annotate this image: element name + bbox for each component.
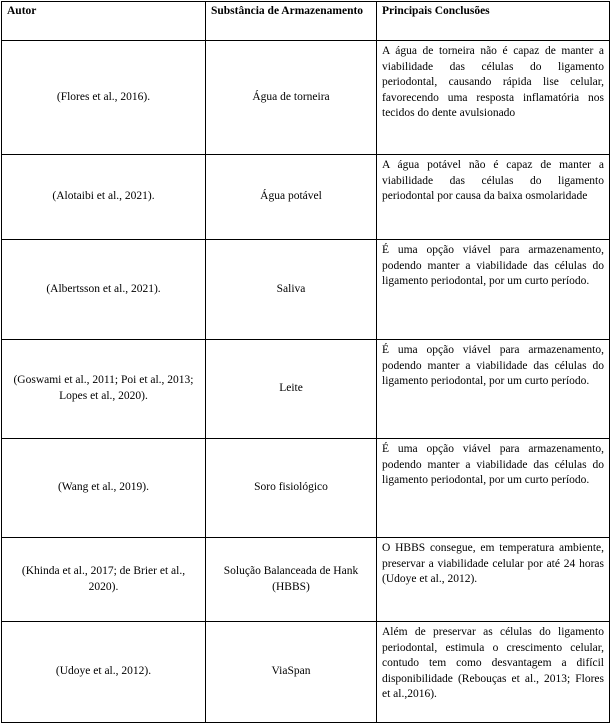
cell-conclusao: Além de preservar as células do ligamento periodontal, estimula o crescimento celular, contudo tem como desvantagem a difícil disponibilidade (Rebouças et al., 2013; Flores et al.,2016).: [377, 622, 610, 723]
table-row: [2, 155, 610, 240]
table-row: [2, 538, 610, 622]
cell-autor: (Udoye et al., 2012).: [2, 622, 206, 723]
cell-autor: (Albertsson et al., 2021).: [2, 240, 206, 340]
cell-autor: (Alotaibi et al., 2021).: [2, 155, 206, 240]
table-row: [2, 240, 610, 340]
cell-substancia: ViaSpan: [206, 622, 377, 723]
table-row: [2, 41, 610, 155]
cell-substancia: Soro fisiológico: [206, 439, 377, 538]
header-autor: Autor: [2, 2, 206, 41]
table-row: [2, 340, 610, 439]
cell-autor: (Khinda et al., 2017; de Brier et al., 2020).: [2, 538, 206, 622]
cell-substancia: Solução Balanceada de Hank (HBBS): [206, 538, 377, 622]
cell-autor: (Wang et al., 2019).: [2, 439, 206, 538]
cell-conclusao: O HBBS consegue, em temperatura ambiente, preservar a viabilidade celular por até 24 horas (Udoye et al., 2012).: [377, 538, 610, 622]
cell-autor: (Goswami et al., 2011; Poi et al., 2013; Lopes et al., 2020).: [2, 340, 206, 439]
cell-substancia: Água potável: [206, 155, 377, 240]
table-row: [2, 622, 610, 723]
cell-conclusao: É uma opção viável para armazenamento, podendo manter a viabilidade das células do ligamento periodontal, por um curto período.: [377, 439, 610, 538]
cell-conclusao: É uma opção viável para armazenamento, podendo manter a viabilidade das células do ligamento periodontal, por um curto período.: [377, 340, 610, 439]
table-row: [2, 439, 610, 538]
cell-conclusao: É uma opção viável para armazenamento, podendo manter a viabilidade das células do ligamento periodontal, por um curto período.: [377, 240, 610, 340]
header-conclusoes: Principais Conclusões: [377, 2, 610, 41]
cell-conclusao: A água potável não é capaz de manter a viabilidade das células do ligamento periodontal por causa da baixa osmolaridade: [377, 155, 610, 240]
header-substancia: Substância de Armazenamento: [206, 2, 377, 41]
header-row: [2, 2, 610, 41]
cell-substancia: Leite: [206, 340, 377, 439]
cell-autor: (Flores et al., 2016).: [2, 41, 206, 155]
cell-substancia: Saliva: [206, 240, 377, 340]
conclusions-table: [1, 1, 610, 723]
cell-substancia: Água de torneira: [206, 41, 377, 155]
cell-conclusao: A água de torneira não é capaz de manter a viabilidade das células do ligamento periodontal, causando rápida lise celular, favorecendo uma resposta inflamatória nos tecidos do dente avulsionado: [377, 41, 610, 155]
